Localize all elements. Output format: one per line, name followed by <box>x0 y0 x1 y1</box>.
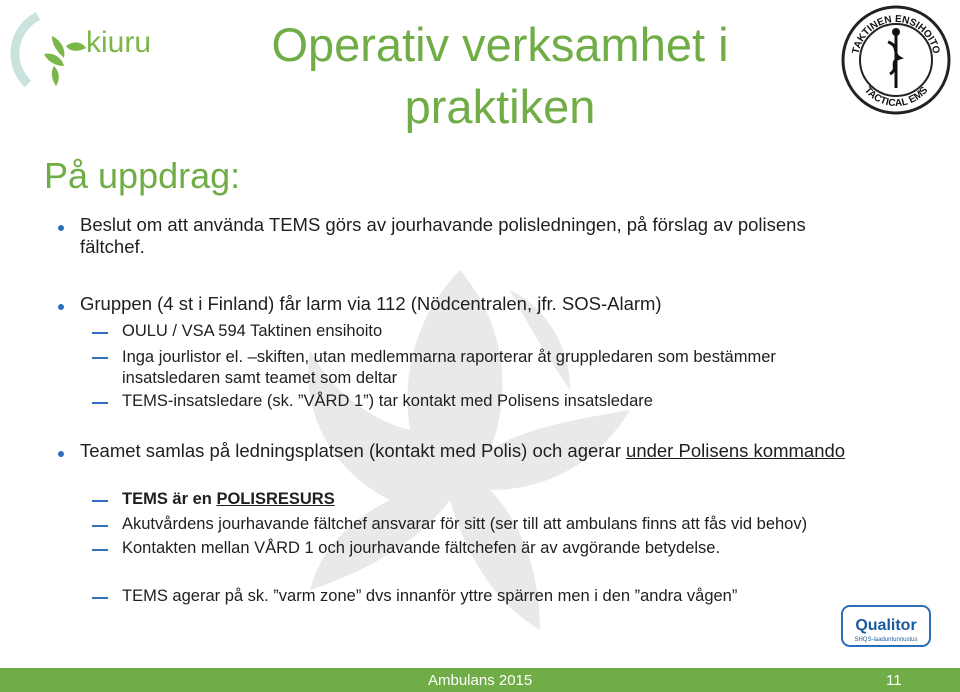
bullet-dot <box>58 451 64 457</box>
bullet-dot <box>58 225 64 231</box>
dash <box>92 357 108 359</box>
bullet-3-sub-2: Akutvårdens jourhavande fältchef ansvarar för sitt (ser till att ambulans finns att fås vid behov) <box>122 515 808 533</box>
bullet-1-text: Beslut om att använda TEMS görs av jourhavande polisledningen, på förslag av polisens fältchef. <box>80 214 806 257</box>
bullet-3-sub-1-bold: TEMS är en <box>122 490 217 508</box>
bullet-2-sub-2: Inga jourlistor el. –skiften, utan medlemmarna raporterar åt gruppledaren som bestämmer insatsledaren samt teamet som deltar <box>122 348 776 387</box>
dash <box>92 332 108 334</box>
tactical-ems-emblem-icon <box>840 4 952 116</box>
footer-text: Ambulans 2015 <box>428 672 533 689</box>
bullet-2-sub-3: TEMS-insatsledare (sk. ”VÅRD 1”) tar kontakt med Polisens insatsledare <box>122 392 653 410</box>
page-number: 11 <box>886 672 902 689</box>
qualitor-sub: SHQS-laaduntunnustus <box>854 637 918 643</box>
qualitor-name: Qualitor <box>855 617 917 634</box>
qualitor-logo-icon <box>836 600 936 650</box>
bullet-3-text <box>80 440 880 462</box>
bullet-3-text-underlined: under Polisens kommando <box>626 440 846 461</box>
emblem-bottom-text: TACTICAL EMS <box>861 84 931 110</box>
dash <box>92 402 108 404</box>
kiuru-logo-icon <box>8 6 178 102</box>
bullet-3-sub-1 <box>122 489 722 510</box>
dash <box>92 500 108 502</box>
emblem-top-text: TAKTINEN ENSIHOITO <box>850 13 942 55</box>
kiuru-logo-text: kiuru <box>86 26 152 59</box>
bullet-2-text: Gruppen (4 st i Finland) får larm via 112 (Nödcentralen, jfr. SOS-Alarm) <box>80 293 662 314</box>
bullet-dot <box>58 304 64 310</box>
dash <box>92 549 108 551</box>
dash <box>92 597 108 599</box>
dash <box>92 525 108 527</box>
slide-title: Operativ verksamhet i praktiken <box>271 18 729 133</box>
bullet-3-text-start: Teamet samlas på ledningsplatsen (kontakt med Polis) och agerar <box>80 440 627 461</box>
bullet-3-sub-1-underlined: POLISRESURS <box>216 490 335 508</box>
bullet-2-sub-1: OULU / VSA 594 Taktinen ensihoito <box>122 322 383 340</box>
bullet-3-sub-4: TEMS agerar på sk. ”varm zone” dvs innanför yttre spärren men i den ”andra vågen” <box>122 587 738 605</box>
slide-subtitle: På uppdrag: <box>44 155 241 196</box>
watermark-logo-icon <box>250 250 670 690</box>
bullet-3-sub-3: Kontakten mellan VÅRD 1 och jourhavande fältchefen är av avgörande betydelse. <box>122 539 721 557</box>
